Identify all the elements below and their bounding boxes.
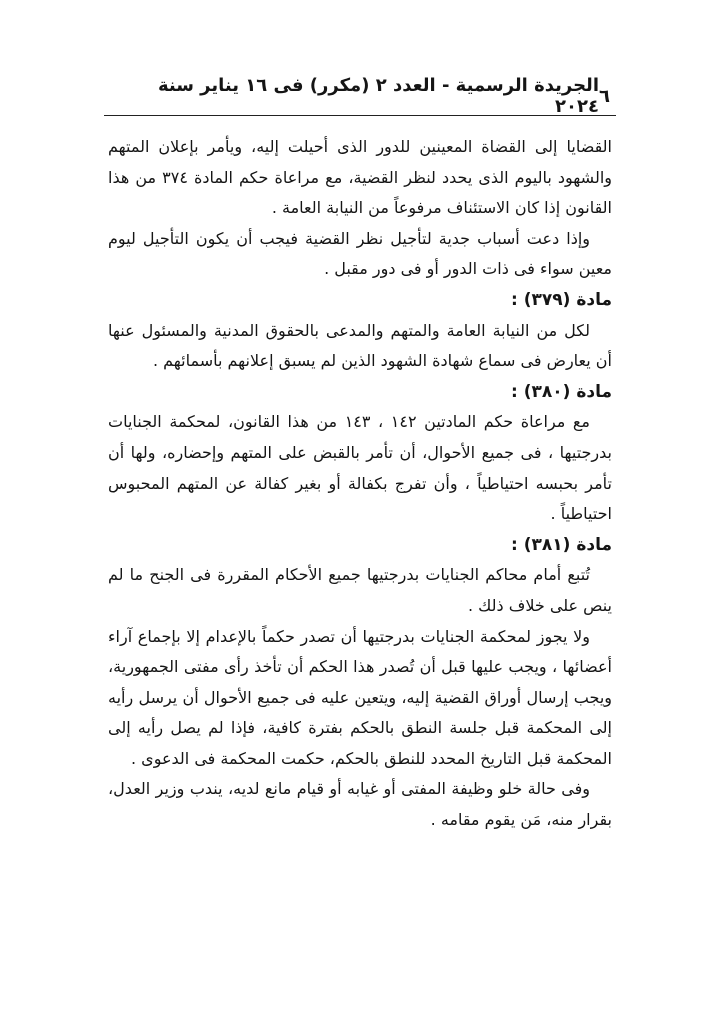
article-heading: مادة (٣٨٠) : [511, 381, 612, 402]
page-number: ٦ [599, 85, 610, 107]
paragraph: وإذا دعت أسباب جدية لتأجيل نظر القضية فيجب أن يكون التأجيل ليوم معين سواء فى ذات الدور أو فى دور مقبل . [108, 228, 612, 279]
paragraph: مع مراعاة حكم المادتين ١٤٢ ، ١٤٣ من هذا القانون، لمحكمة الجنايات بدرجتيها ، فى جميع الأحوال، أن تأمر بالقبض على المتهم وإحضاره، ولها أن تأمر بحبسه احتياطياً ، وأن تفرج بكفالة أو بغير كفالة عن المتهم المحبوس احتياطياً . [108, 412, 612, 524]
paragraph: لكل من النيابة العامة والمتهم والمدعى بالحقوق المدنية والمسئول عنها أن يعارض فى سماع شهادة الشهود الذين لم يسبق إعلانهم بأسمائهم . [108, 320, 612, 371]
article-heading: مادة (٣٧٩) : [511, 289, 612, 310]
paragraph: القضايا إلى القضاة المعينين للدور الذى أحيلت إليه، ويأمر بإعلان المتهم والشهود باليوم الذى يحدد لنظر القضية، مع مراعاة حكم المادة ٣٧٤ من هذا القانون إذا كان الاستئناف مرفوعاً من النيابة العامة . [108, 137, 613, 218]
paragraph: تُتبع أمام محاكم الجنايات بدرجتيها جميع الأحكام المقررة فى الجنح ما لم ينص على خلاف ذلك . [108, 565, 612, 615]
paragraph: ولا يجوز لمحكمة الجنايات بدرجتيها أن تصدر حكماً بالإعدام إلا بإجماع آراء أعضائها ، ويجب عليها قبل أن تُصدر هذا الحكم أن تأخذ رأى مفتى الجمهورية، ويجب إرسال أوراق القضية إليه، ويتعين عليه فى جميع الأحوال أن يرسل رأيه إلى المحكمة قبل جلسة النطق بالحكم بفترة كافية، فإذا لم يصل رأيه إلى المحكمة قبل التاريخ المحدد للنطق بالحكم، حكمت المحكمة فى الدعوى . [108, 626, 612, 768]
article-heading: مادة (٣٨١) : [511, 534, 612, 555]
document-body [108, 132, 612, 836]
paragraph: وفى حالة خلو وظيفة المفتى أو غيابه أو قيام مانع لديه، يندب وزير العدل، بقرار منه، مَن يقوم مقامه . [108, 779, 612, 830]
gazette-title: الجريدة الرسمية - العدد ٢ (مكرر) فى ١٦ يناير سنة ٢٠٢٤ [157, 75, 599, 117]
header-divider [104, 115, 616, 116]
page-header [110, 75, 610, 117]
